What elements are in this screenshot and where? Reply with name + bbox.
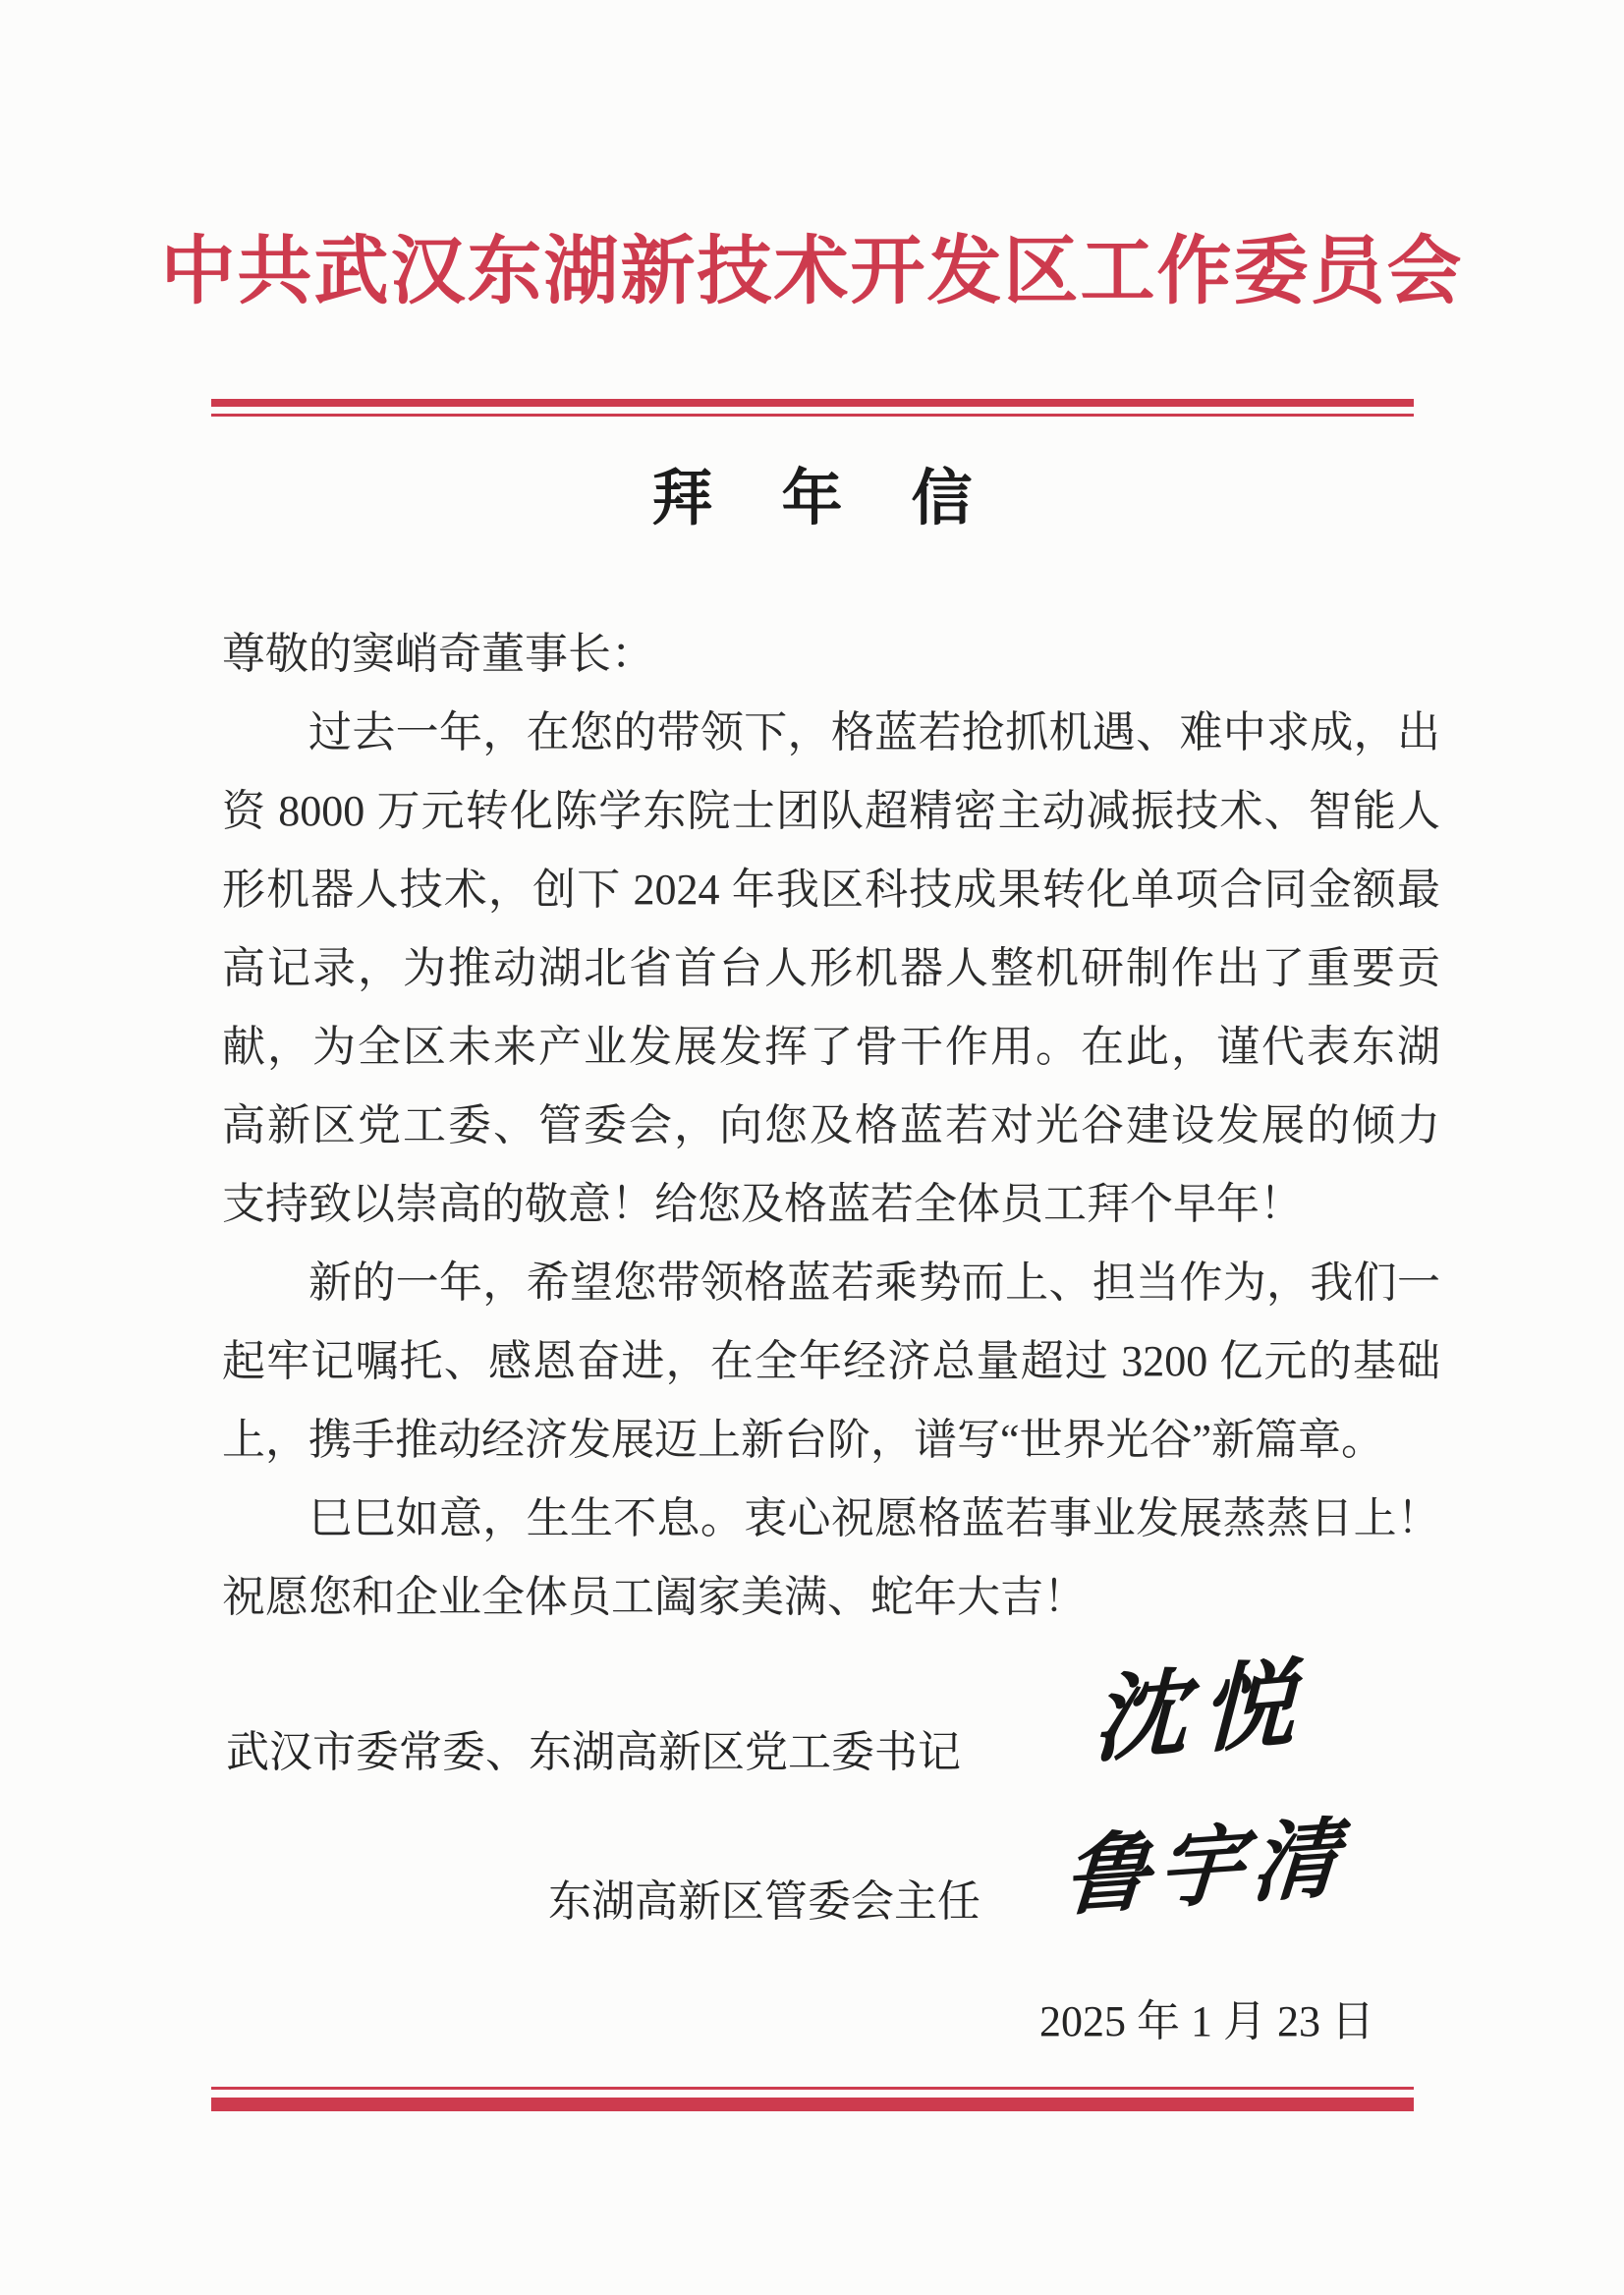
- footer-double-rule: [211, 2087, 1414, 2111]
- body-line: 高新区党工委、管委会，向您及格蓝若对光谷建设发展的倾力: [222, 1101, 1440, 1149]
- letter-title: [0, 462, 1624, 536]
- salutation: 尊敬的窦峭奇董事长：: [222, 630, 654, 678]
- footer-rule-thick: [211, 2098, 1414, 2111]
- signature-title-director: 东湖高新区管委会主任: [548, 1877, 980, 1926]
- body-line: 上，携手推动经济发展迈上新台阶，谱写“世界光谷”新篇章。: [222, 1416, 1385, 1464]
- body-line: 起牢记嘱托、感恩奋进，在全年经济总量超过 3200 亿元的基础: [222, 1337, 1440, 1385]
- header-rule-thin: [211, 414, 1414, 417]
- body-line: 新的一年，希望您带领格蓝若乘势而上、担当作为，我们一: [308, 1259, 1440, 1307]
- letter-title-char: 年: [781, 466, 843, 532]
- letter-title-char: 信: [911, 466, 973, 532]
- body-line: 献，为全区未来产业发展发挥了骨干作用。在此，谨代表东湖: [222, 1023, 1440, 1071]
- body-line: 资 8000 万元转化陈学东院士团队超精密主动减振技术、智能人: [222, 787, 1440, 835]
- body-line: 高记录，为推动湖北省首台人形机器人整机研制作出了重要贡: [222, 944, 1440, 992]
- body-line: 形机器人技术，创下 2024 年我区科技成果转化单项合同金额最: [222, 866, 1440, 914]
- header-double-rule: [211, 399, 1414, 417]
- body-line: 祝愿您和企业全体员工阖家美满、蛇年大吉！: [222, 1573, 1087, 1621]
- signature-handwritten-shen-yue: 沈悦: [1092, 1650, 1310, 1774]
- header-rule-thick: [211, 399, 1414, 407]
- signature-title-party-secretary: 武汉市委常委、东湖高新区党工委书记: [226, 1728, 961, 1776]
- letter-title-char: 拜: [651, 466, 713, 532]
- body-line: 支持致以崇高的敬意！给您及格蓝若全体员工拜个早年！: [222, 1180, 1303, 1228]
- letterhead-title: 中共武汉东湖新技术开发区工作委员会: [160, 231, 1464, 313]
- signature-handwritten-lu-yuqing: 鲁宇清: [1059, 1811, 1350, 1928]
- letter-date: 2025 年 1 月 23 日: [1039, 1997, 1374, 2045]
- body-line: 巳巳如意，生生不息。衷心祝愿格蓝若事业发展蒸蒸日上！: [308, 1494, 1440, 1542]
- body-line: 过去一年，在您的带领下，格蓝若抢抓机遇、难中求成，出: [308, 708, 1440, 756]
- footer-rule-thin: [211, 2087, 1414, 2090]
- letter-body: [222, 615, 1440, 1637]
